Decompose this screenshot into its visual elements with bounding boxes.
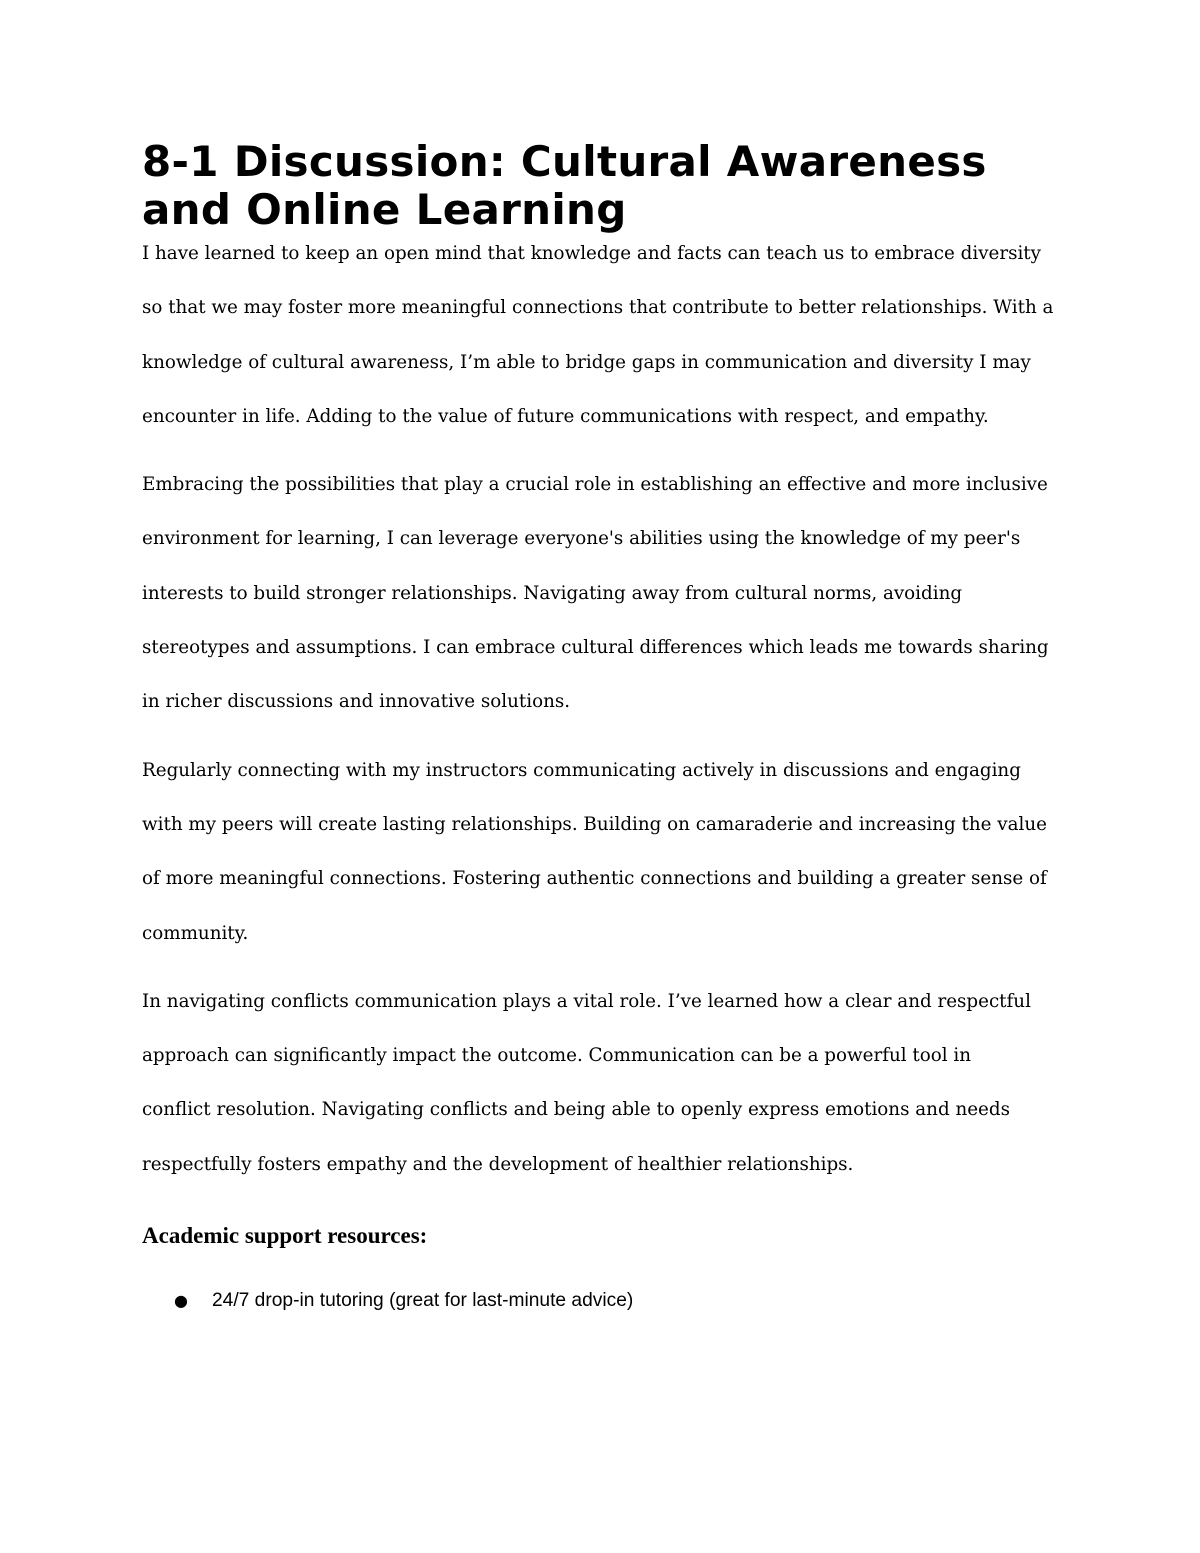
title-line-2: and Online Learning bbox=[142, 185, 627, 234]
document-title bbox=[142, 138, 1062, 234]
bullet-icon: ● bbox=[174, 1291, 188, 1311]
list-item bbox=[142, 1287, 1062, 1315]
paragraph-4: In navigating conflicts communication plays a vital role. I’ve learned how a clear and respectful approach can significantly impact the outcome. Communication can be a powerful tool in conflict resolution. Navigating conflicts and being able to openly express emotions and needs respectfully fosters empathy and the development of healthier relationships. bbox=[142, 990, 1031, 1175]
resource-item-text: 24/7 drop-in tutoring (great for last-minute advice) bbox=[212, 1290, 634, 1312]
document-body bbox=[142, 138, 1062, 1315]
section-heading-resources: Academic support resources: bbox=[142, 1223, 428, 1249]
paragraph-3: Regularly connecting with my instructors communicating actively in discussions and engaging with my peers will create lasting relationships. Building on camaraderie and increasing the value of more meaningful connections. Fostering authentic connections and building a greater sense of community. bbox=[142, 759, 1047, 944]
title-line-1: 8-1 Discussion: Cultural Awareness bbox=[142, 137, 987, 186]
resource-list bbox=[142, 1287, 1062, 1315]
paragraph-1: I have learned to keep an open mind that knowledge and facts can teach us to embrace diversity so that we may foster more meaningful connections that contribute to better relationships. With a knowledge of cultural awareness, I’m able to bridge gaps in communication and diversity I may encounter in life. Adding to the value of future communications with respect, and empathy. bbox=[142, 243, 1054, 427]
paragraph-2: Embracing the possibilities that play a crucial role in establishing an effective and more inclusive environment for learning, I can leverage everyone's abilities using the knowledge of my peer's interests to build stronger relationships. Navigating away from cultural norms, avoiding stereotypes and assumptions. I can embrace cultural differences which leads me towards sharing in richer discussions and innovative solutions. bbox=[142, 474, 1049, 713]
